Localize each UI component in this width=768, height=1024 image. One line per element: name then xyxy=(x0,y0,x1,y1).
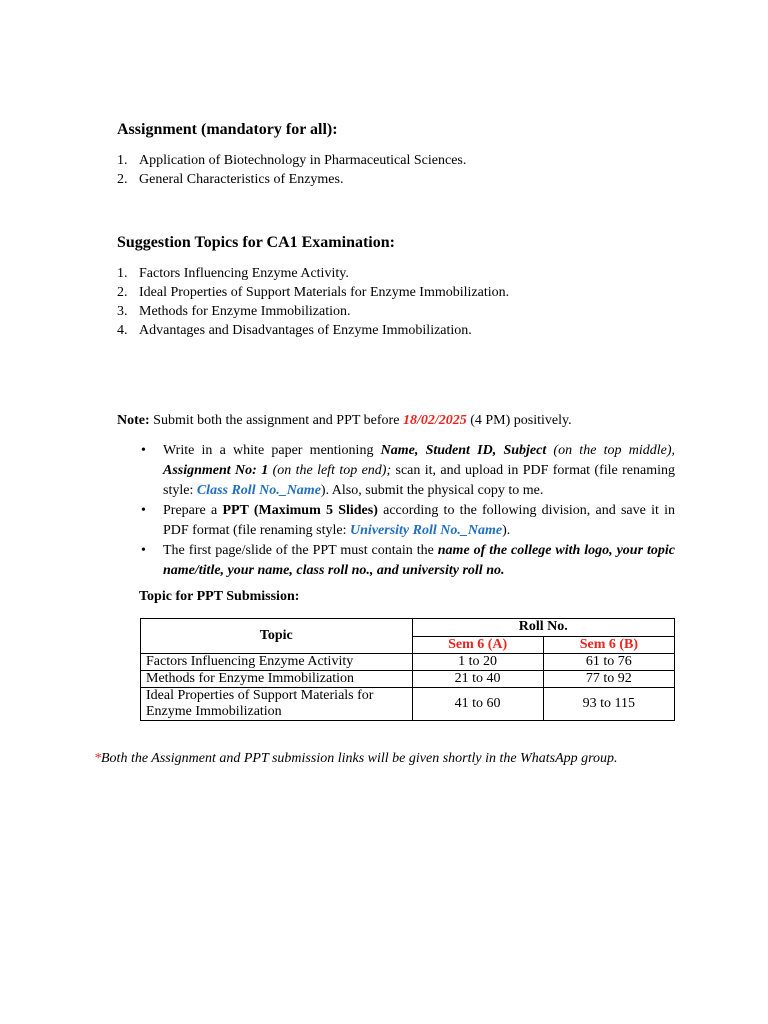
note-line xyxy=(117,411,677,430)
sem-b-cell: 77 to 92 xyxy=(543,671,674,688)
list-item xyxy=(117,170,717,189)
list-item xyxy=(117,264,717,283)
ppt-topic-table xyxy=(140,618,675,721)
bullet-icon: • xyxy=(141,503,146,518)
italic-text: (on the left top end); xyxy=(268,463,392,478)
bullet-icon: • xyxy=(141,443,146,458)
emphasis: name of the college with logo, your topic name/title, your name, class roll no., and university roll no. xyxy=(163,543,675,578)
list-item xyxy=(117,321,717,340)
suggestions-list xyxy=(117,264,717,340)
emphasis: Assignment No: 1 xyxy=(163,463,269,478)
filename-style: Class Roll No._Name xyxy=(196,483,321,498)
text: according to the following division, and save it in PDF format (file renaming style: xyxy=(163,503,675,538)
list-text: General Characteristics of Enzymes. xyxy=(139,172,344,187)
column-header-sem-b: Sem 6 (B) xyxy=(543,636,674,654)
footnote xyxy=(94,751,618,767)
sem-b-cell: 61 to 76 xyxy=(543,654,674,671)
instruction-item xyxy=(139,501,675,541)
footnote-text: Both the Assignment and PPT submission links will be given shortly in the WhatsApp group. xyxy=(101,751,618,766)
note-text: Submit both the assignment and PPT before xyxy=(149,413,403,428)
deadline-date: 18/02/2025 xyxy=(402,413,467,428)
table-row xyxy=(141,654,675,671)
instructions-list xyxy=(139,441,675,581)
table-row xyxy=(141,688,675,721)
ppt-table-heading: Topic for PPT Submission: xyxy=(139,589,300,604)
topic-cell: Ideal Properties of Support Materials for Enzyme Immobilization xyxy=(141,688,413,721)
sem-b-cell: 93 to 115 xyxy=(543,688,674,721)
text: scan it, and upload in PDF format (file renaming style: xyxy=(163,463,675,498)
sem-a-cell: 1 to 20 xyxy=(412,654,543,671)
asterisk: * xyxy=(94,751,101,766)
list-item xyxy=(117,302,717,321)
list-number: 2. xyxy=(117,172,128,187)
assignment-heading: Assignment (mandatory for all): xyxy=(117,121,338,138)
instruction-item xyxy=(139,541,675,581)
emphasis: Name, Student ID, Subject xyxy=(380,443,547,458)
assignment-list xyxy=(117,151,717,189)
topic-cell: Methods for Enzyme Immobilization xyxy=(141,671,413,688)
text: Prepare a xyxy=(163,503,223,518)
list-number: 1. xyxy=(117,266,128,281)
column-header-topic: Topic xyxy=(141,619,413,654)
list-number: 3. xyxy=(117,304,128,319)
sem-a-cell: 41 to 60 xyxy=(412,688,543,721)
filename-style: University Roll No._Name xyxy=(350,523,503,538)
list-number: 4. xyxy=(117,323,128,338)
suggestions-heading: Suggestion Topics for CA1 Examination: xyxy=(117,234,395,251)
list-text: Advantages and Disadvantages of Enzyme Immobilization. xyxy=(139,323,472,338)
column-header-roll: Roll No. xyxy=(412,619,675,637)
list-text: Application of Biotechnology in Pharmaceutical Sciences. xyxy=(139,153,467,168)
sem-a-cell: 21 to 40 xyxy=(412,671,543,688)
bullet-icon: • xyxy=(141,543,146,558)
note-label: Note: xyxy=(117,413,150,428)
list-number: 1. xyxy=(117,153,128,168)
list-text: Factors Influencing Enzyme Activity. xyxy=(139,266,349,281)
list-item xyxy=(117,151,717,170)
italic-text: (on the top middle), xyxy=(546,443,675,458)
instruction-item xyxy=(139,441,675,501)
list-number: 2. xyxy=(117,285,128,300)
text: The first page/slide of the PPT must contain the xyxy=(163,543,438,558)
column-header-sem-a: Sem 6 (A) xyxy=(412,636,543,654)
text: Write in a white paper mentioning xyxy=(163,443,381,458)
emphasis: PPT (Maximum 5 Slides) xyxy=(222,503,378,518)
list-text: Ideal Properties of Support Materials for Enzyme Immobilization. xyxy=(139,285,510,300)
text: ). Also, submit the physical copy to me. xyxy=(320,483,544,498)
table-row xyxy=(141,671,675,688)
topic-cell: Factors Influencing Enzyme Activity xyxy=(141,654,413,671)
note-text-after: (4 PM) positively. xyxy=(466,413,572,428)
list-item xyxy=(117,283,717,302)
list-text: Methods for Enzyme Immobilization. xyxy=(139,304,351,319)
text: ). xyxy=(502,523,511,538)
